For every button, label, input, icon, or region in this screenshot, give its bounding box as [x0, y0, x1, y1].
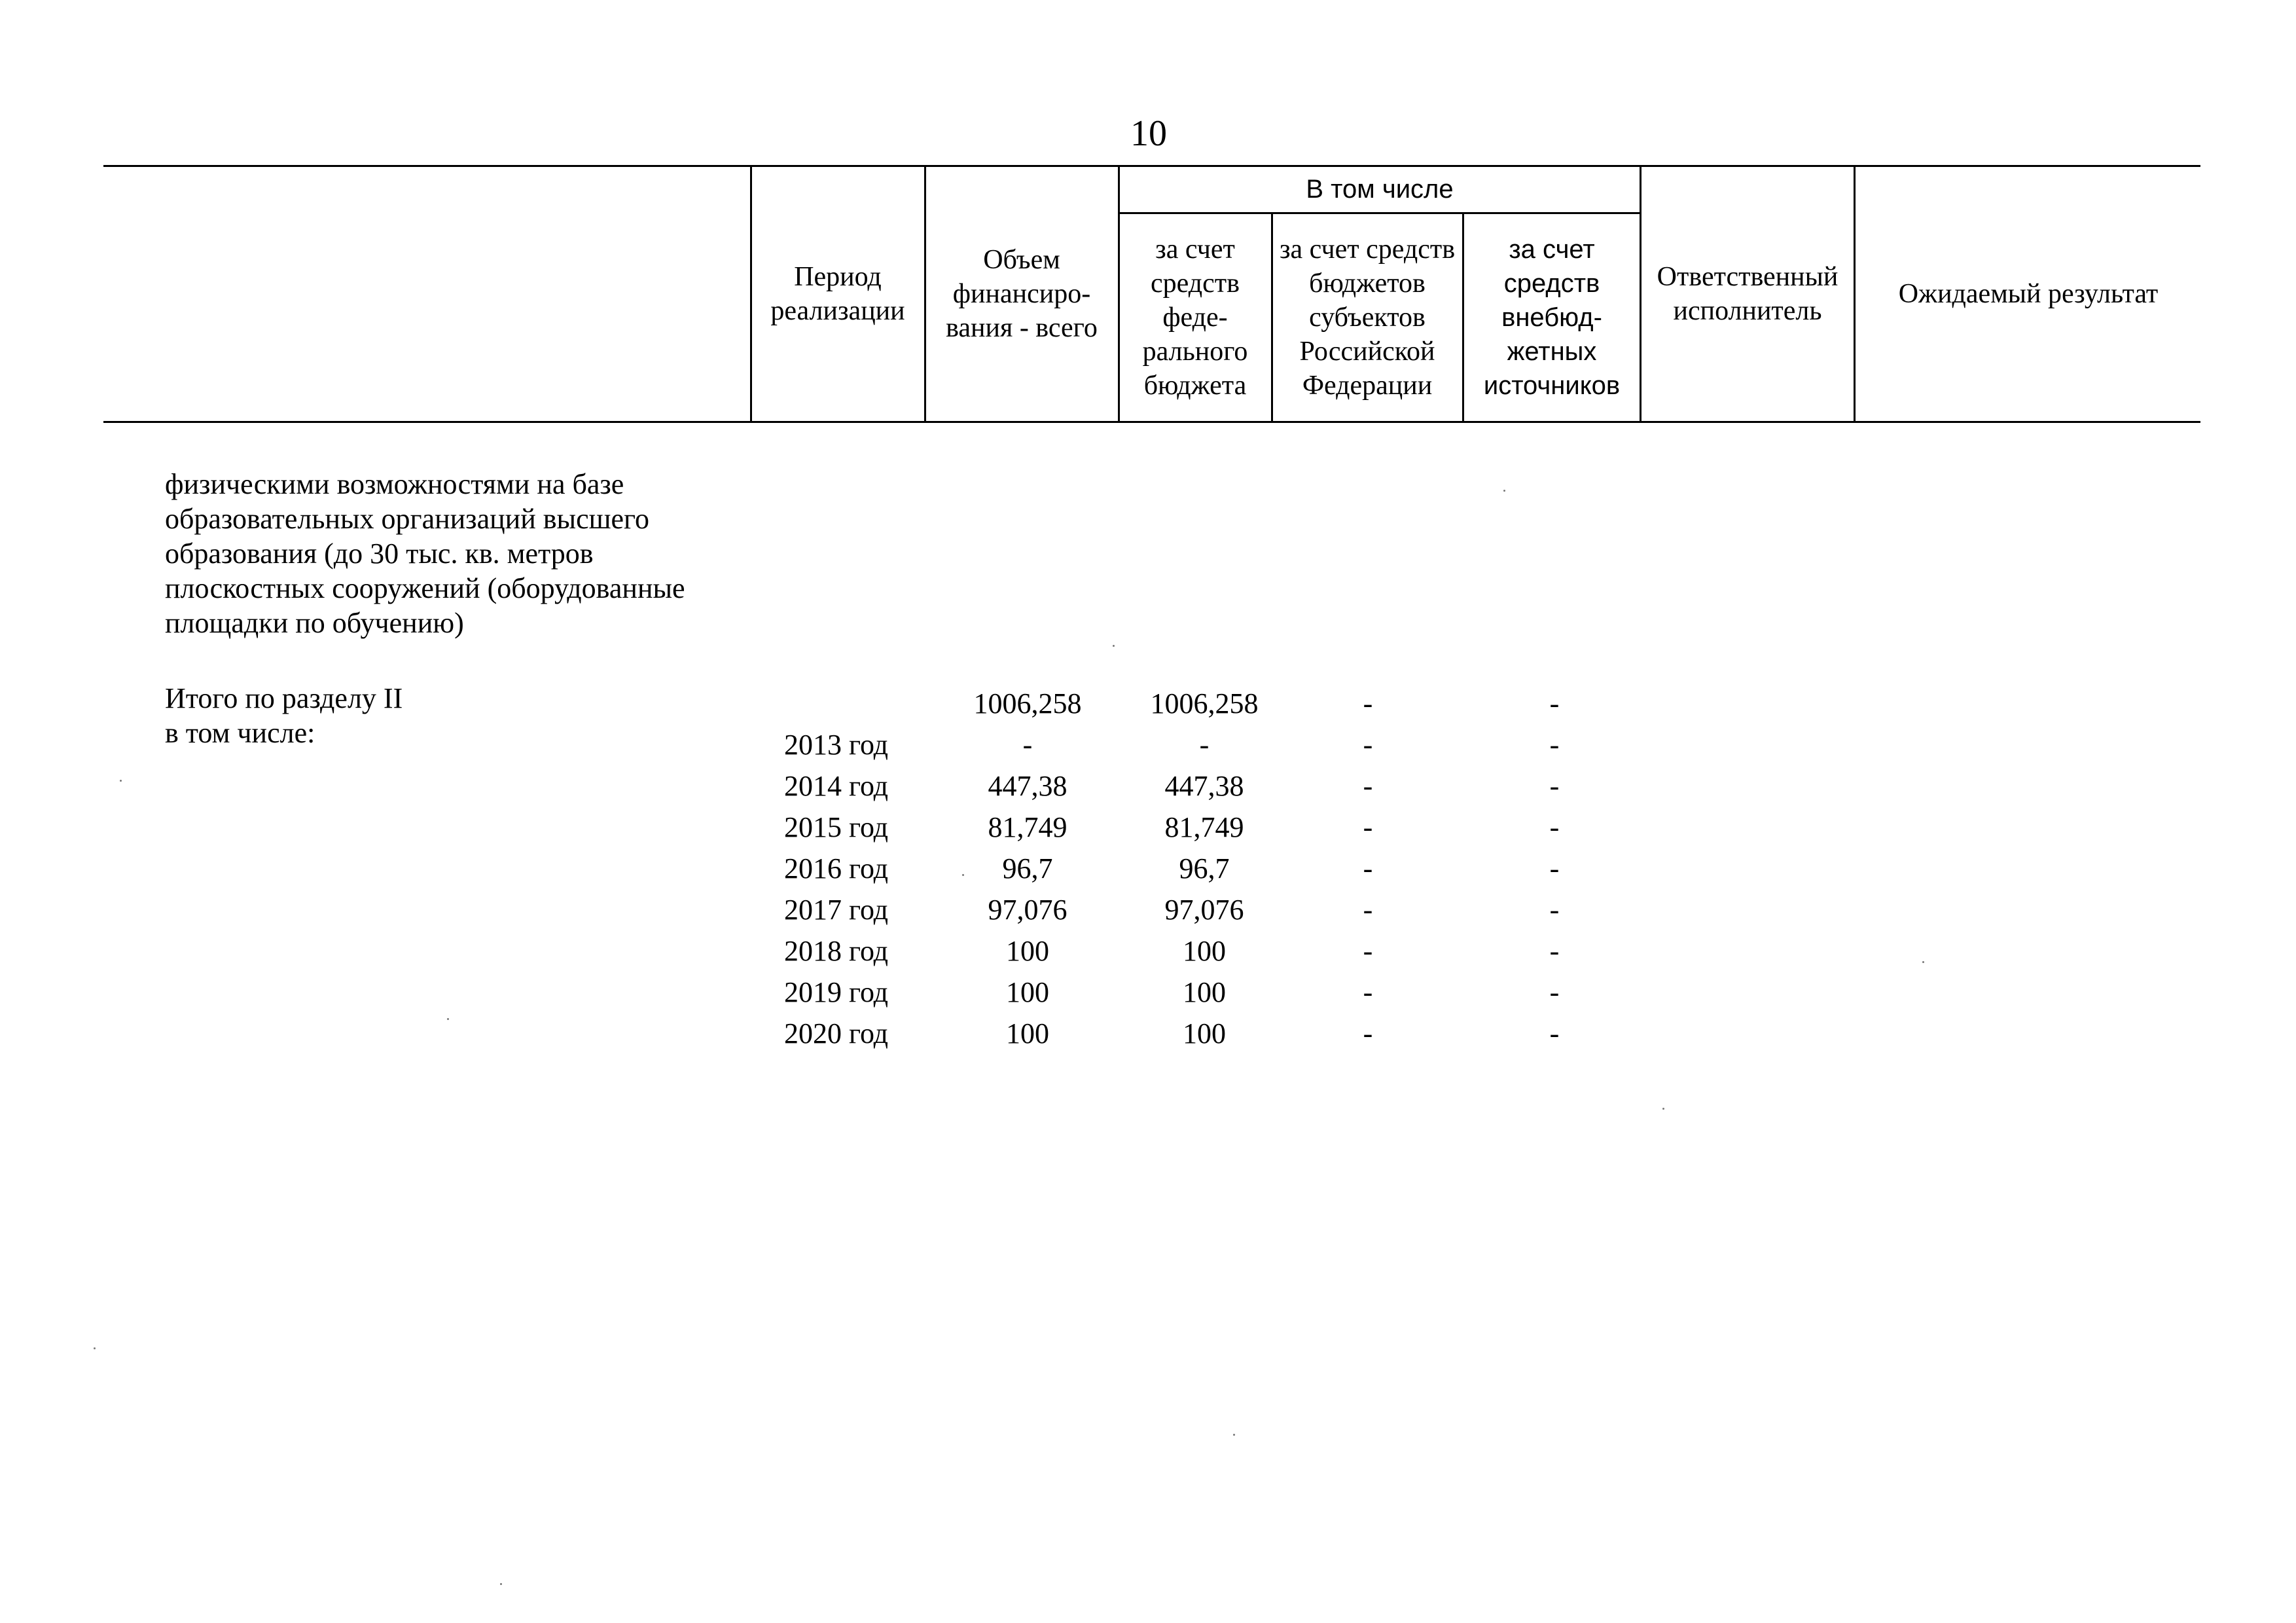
description-line: образования (до 30 тыс. кв. метров	[165, 538, 594, 570]
description-line: плоскостных сооружений (оборудованные	[165, 572, 685, 604]
year-label: 2013 год	[784, 729, 889, 761]
year-label: 2017 год	[784, 894, 889, 926]
including-label: в том числе:	[165, 717, 315, 749]
header-bottom-border	[103, 421, 2200, 423]
year-volume: 447,38	[988, 770, 1067, 802]
year-extrabudget: -	[1549, 811, 1560, 843]
year-label: 2019 год	[784, 976, 889, 1008]
year-volume: 100	[1006, 976, 1049, 1008]
header-federal: за счет средств феде- рального бюджета	[1142, 234, 1248, 401]
year-federal: -	[1199, 729, 1210, 761]
year-volume: 81,749	[988, 811, 1067, 843]
page-number: 10	[1130, 113, 1167, 154]
scan-speck	[447, 1018, 449, 1020]
header-extrabudget: за счет средств внебюд- жетных источников	[1483, 235, 1621, 400]
including-divider	[1118, 212, 1641, 214]
header-executor: Ответственный исполнитель	[1657, 262, 1839, 326]
year-federal: 81,749	[1164, 811, 1244, 843]
year-volume: 96,7	[1002, 852, 1053, 884]
year-regional: -	[1363, 1017, 1373, 1049]
year-federal: 100	[1183, 935, 1226, 967]
description-line: образовательных организаций высшего	[165, 503, 649, 535]
scan-speck	[962, 874, 964, 876]
year-federal: 447,38	[1164, 770, 1244, 802]
total-federal: 1006,258	[1150, 687, 1259, 720]
header-regional: за счет средств бюджетов субъектов Российской Федерации	[1279, 234, 1456, 401]
year-federal: 100	[1183, 976, 1226, 1008]
header-top-border	[103, 165, 2200, 167]
year-regional: -	[1363, 894, 1373, 926]
year-federal: 97,076	[1164, 894, 1244, 926]
header-period: Период реализации	[770, 262, 905, 326]
total-volume: 1006,258	[973, 687, 1082, 720]
scan-speck	[1233, 1434, 1235, 1436]
year-extrabudget: -	[1549, 1017, 1560, 1049]
year-regional: -	[1363, 935, 1373, 967]
header-volume: Объем финансиро- вания - всего	[946, 245, 1098, 343]
year-volume: 100	[1006, 1017, 1049, 1049]
year-label: 2020 год	[784, 1017, 889, 1049]
year-extrabudget: -	[1549, 729, 1560, 761]
header-result: Ожидаемый результат	[1898, 279, 2159, 309]
total-regional: -	[1363, 687, 1373, 720]
year-extrabudget: -	[1549, 852, 1560, 884]
year-label: 2014 год	[784, 770, 889, 802]
year-regional: -	[1363, 976, 1373, 1008]
year-extrabudget: -	[1549, 935, 1560, 967]
year-regional: -	[1363, 770, 1373, 802]
year-label: 2015 год	[784, 811, 889, 843]
scan-speck	[500, 1583, 502, 1585]
scan-speck	[1113, 645, 1115, 647]
year-label: 2018 год	[784, 935, 889, 967]
year-volume: -	[1022, 729, 1033, 761]
year-extrabudget: -	[1549, 894, 1560, 926]
header-including: В том числе	[1306, 175, 1454, 204]
scan-speck	[94, 1347, 96, 1349]
year-volume: 100	[1006, 935, 1049, 967]
year-federal: 100	[1183, 1017, 1226, 1049]
year-extrabudget: -	[1549, 976, 1560, 1008]
year-regional: -	[1363, 811, 1373, 843]
year-regional: -	[1363, 729, 1373, 761]
year-label: 2016 год	[784, 852, 889, 884]
scan-speck	[1503, 490, 1505, 492]
scan-speck	[1662, 1108, 1664, 1110]
year-extrabudget: -	[1549, 770, 1560, 802]
total-label: Итого по разделу II	[165, 682, 403, 714]
year-regional: -	[1363, 852, 1373, 884]
description-line: физическими возможностями на базе	[165, 468, 624, 500]
total-extrabudget: -	[1549, 687, 1560, 720]
year-volume: 97,076	[988, 894, 1067, 926]
scan-speck	[120, 780, 122, 782]
description-line: площадки по обучению)	[165, 607, 464, 639]
year-federal: 96,7	[1179, 852, 1230, 884]
scan-speck	[1922, 961, 1924, 963]
